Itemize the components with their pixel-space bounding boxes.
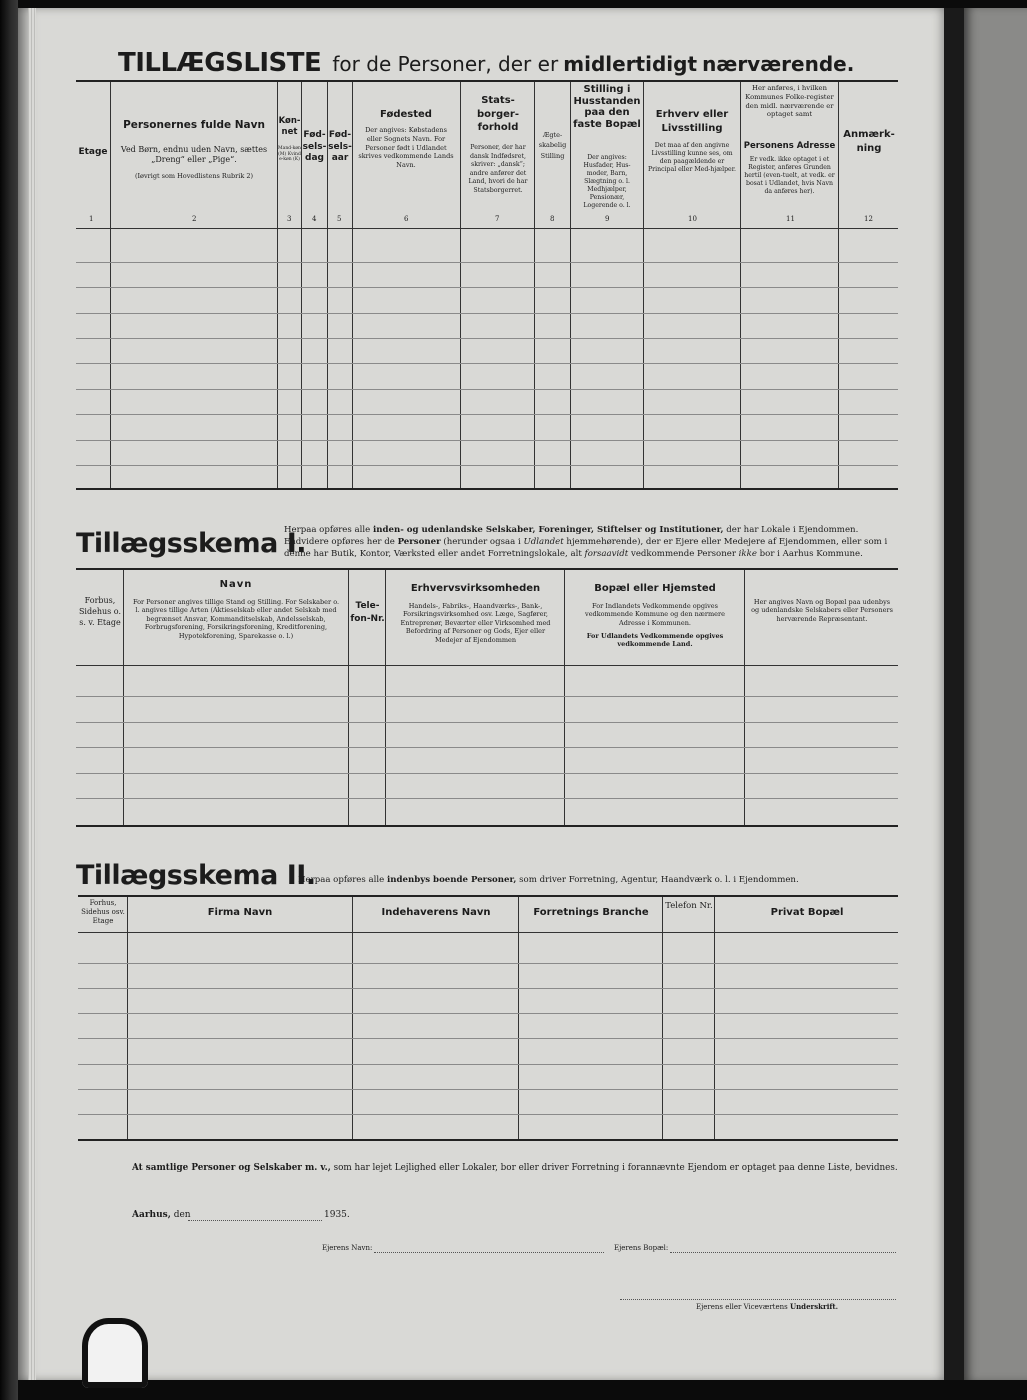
declaration-text: som har lejet Lejlighed eller Lokaler, bor eller driver Forretning i forannævnte Ejendom er optaget paa denne Liste, bevidnes. (330, 1163, 898, 1173)
form-page (18, 8, 944, 1380)
skema1-col-etage: Forbus, Sidehus o. s. v. Etage (78, 596, 122, 627)
table-row (76, 363, 898, 364)
col-adresse-header: Personens Adresse (743, 141, 836, 151)
intro-bold: indenbys boende Personer, (386, 875, 517, 885)
intro-text: (herunder ogsaa i (440, 537, 524, 548)
intro-text: Herpaa opføres alle (284, 525, 373, 535)
col-anmaerkning-header: Anmærk-ning (843, 129, 895, 154)
skema2-col-indehaver: Indehaverens Navn (381, 907, 491, 918)
intro-text: der har Lokale i Ejendommen. Endvidere opføres her de (284, 525, 859, 548)
col-foedested-header: Fødested (380, 109, 432, 120)
skema1-header-rule (76, 665, 898, 666)
table-row (78, 963, 898, 964)
table-row (76, 262, 898, 263)
col-divider (460, 82, 461, 488)
col-husstand-sub: Der angives: Husfader, Hus-moder, Barn, Slægtning o. l. Medhjælper, Pensionær, Logerende o. l. (583, 154, 631, 210)
den-label: den (173, 1210, 191, 1220)
main-title-end: nærværende. (702, 52, 855, 76)
col-number: 8 (550, 215, 555, 223)
main-title-rest: for de Personer, der er (332, 52, 559, 76)
skema1-col-erhverv-sub: Handels-, Fabriks-, Haandværks-, Bank-, Forsikringsvirksomhed osv. Læge, Sagfører, Entreprenør, Beværter eller Virksomhed med Befordring af Personer og Gods, Ejer eller Medejer af Ejendommen (400, 602, 551, 644)
main-table-top-rule (76, 80, 898, 82)
col-foedselsaar-header: Fød-sels-aar (328, 130, 352, 164)
skema2-col-firma: Firma Navn (207, 907, 273, 918)
intro-text: hjemmehørende), der er Ejere eller Medejere af Ejendommen, eller som i denne har Butik, Kontor, Værksted eller andet Forretningslokale, alt (284, 537, 888, 560)
skema2-col-telefon: Telefon Nr. (665, 901, 713, 911)
table-row (78, 1089, 898, 1090)
signature-bold: Underskrift. (789, 1302, 839, 1311)
col-divider (662, 897, 663, 1139)
skema1-col-telefon: Tele-fon-Nr. (350, 601, 385, 624)
skema1-top-rule (76, 568, 898, 570)
col-divider (643, 82, 644, 488)
skema2-header-rule (78, 932, 898, 933)
intro-text: vedkommende Personer (628, 549, 739, 560)
col-koen-header: Køn-net (278, 116, 301, 138)
col-number: 6 (404, 215, 409, 223)
owner-address-label: Ejerens Bopæl: (614, 1244, 669, 1252)
col-divider (123, 570, 124, 825)
skema1-col-repraesentant: Her angives Navn og Bopæl paa udenbys og udenlandske Selskabers eller Personers herværende Repræsentant. (751, 598, 893, 623)
col-foedselsdag-header: Fød-sels-dag (302, 130, 327, 164)
col-divider (744, 570, 745, 825)
col-divider (564, 570, 565, 825)
main-title (118, 48, 878, 80)
col-number: 12 (864, 215, 873, 223)
col-navn-sub: Ved Børn, endnu uden Navn, sættes „Dreng“ eller „Pige“. (120, 145, 268, 164)
col-divider (352, 897, 353, 1139)
table-row (76, 722, 898, 723)
table-row (76, 389, 898, 390)
skema2-bottom-rule (78, 1139, 898, 1141)
next-page-edge (964, 8, 1027, 1380)
signature-label (696, 1302, 838, 1311)
table-row (78, 1064, 898, 1065)
table-row (78, 1114, 898, 1115)
col-divider (277, 82, 278, 488)
main-title-bold: TILLÆGSLISTE (118, 48, 322, 78)
date-line (132, 1210, 191, 1220)
main-title-bold2: midlertidigt (563, 52, 698, 76)
col-divider (518, 897, 519, 1139)
declaration (132, 1163, 902, 1173)
table-row (76, 414, 898, 415)
intro-text: som driver Forretning, Agentur, Haandværk o. l. i Ejendommen. (516, 875, 799, 885)
owner-address-field[interactable] (670, 1251, 896, 1253)
intro-text: Herpaa opføres alle (298, 875, 387, 885)
table-row (78, 1038, 898, 1039)
intro-italic: Udlandet (523, 537, 564, 548)
col-etage-header: Etage (78, 147, 108, 157)
col-divider (838, 82, 839, 488)
main-table-header-rule (76, 228, 898, 229)
col-adresse-pre: Her anføres, i hvilken Kommunes Folke-register den midl. nærværende er optaget samt (745, 84, 834, 119)
skema2-col-bopael: Privat Bopæl (770, 907, 844, 918)
col-navn-sub2: (Iøvrigt som Hovedlistens Rubrik 2) (134, 172, 254, 180)
intro-bold: inden- og udenlandske Selskaber, Foreninger, Stiftelser og Institutioner, (372, 525, 724, 535)
col-navn-header: Personernes fulde Navn (123, 119, 265, 131)
skema2-title: Tillægsskema II. (76, 860, 316, 891)
col-statsborger-sub: Personer, der har dansk Indfødsret, skriver: „dansk“; andre anfører det Land, hvori de har Statsborgerret. (468, 144, 528, 194)
col-number: 2 (192, 215, 197, 223)
skema2-top-rule (78, 895, 898, 897)
col-number: 1 (89, 215, 94, 223)
intro-italic: ikke (738, 549, 757, 560)
intro-italic: forsaavidt (584, 549, 629, 560)
table-row (76, 798, 898, 799)
page-edge-lines (28, 8, 36, 1380)
col-divider (352, 82, 353, 488)
main-table-bottom-rule (76, 488, 898, 490)
signature-text: Ejerens eller Viceværtens (696, 1303, 788, 1311)
col-erhverv-header: Erhverv eller Livsstilling (655, 109, 729, 134)
skema1-col-bopael-header: Bopæl eller Hjemsted (594, 583, 716, 594)
skema2-col-etage: Forhus, Sidehus osv. Etage (81, 899, 125, 926)
table-row (76, 747, 898, 748)
col-adresse-sub: Er vedk. ikke optaget i et Register, anføres Grunden hertil (even-tuelt, at vedk. er bosat i Udlandet, hvis Navn da anføres her). (744, 156, 835, 196)
col-number: 9 (605, 215, 610, 223)
skema1-col-bopael-sub1: For Indlandets Vedkommende opgives vedkommende Kommune og den nærmere Adresse i Kommunen. (585, 602, 725, 627)
owner-name-field[interactable] (374, 1251, 604, 1253)
table-row (76, 773, 898, 774)
col-number: 5 (337, 215, 342, 223)
owner-name-label: Ejerens Navn: (322, 1244, 373, 1252)
table-row (76, 313, 898, 314)
skema2-intro (298, 875, 898, 885)
col-number: 7 (495, 215, 500, 223)
intro-bold: Personer (397, 537, 441, 548)
col-divider (385, 570, 386, 825)
year-label: 1935. (324, 1210, 350, 1220)
col-divider (740, 82, 741, 488)
binder-clip (82, 1318, 148, 1388)
skema1-bottom-rule (76, 825, 898, 827)
col-divider (570, 82, 571, 488)
col-statsborger-header: Stats-borger-forhold (477, 95, 519, 133)
col-number: 10 (688, 215, 697, 223)
col-number: 11 (786, 215, 795, 223)
skema1-col-navn-header: Navn (219, 579, 253, 590)
table-row (78, 1013, 898, 1014)
skema2-col-branche: Forretnings Branche (533, 907, 649, 918)
intro-text: bor i Aarhus Kommune. (756, 549, 863, 560)
declaration-bold: At samtlige Personer og Selskaber m. v., (132, 1163, 331, 1173)
col-divider (714, 897, 715, 1139)
col-divider (110, 82, 111, 488)
date-field[interactable] (188, 1219, 322, 1221)
book-binding-edge (0, 0, 18, 1400)
col-divider (348, 570, 349, 825)
table-row (76, 465, 898, 466)
col-number: 3 (287, 215, 292, 223)
table-row (76, 338, 898, 339)
table-row (76, 287, 898, 288)
book-gutter (944, 8, 964, 1380)
skema1-col-erhverv-header: Erhvervsvirksomheden (410, 583, 541, 594)
table-row (76, 696, 898, 697)
skema1-intro (284, 524, 898, 560)
col-husstand-header: Stilling i Husstanden paa den faste Bopæl (573, 84, 641, 130)
col-aegteskab-sub: Ægte-skabelig Stilling (538, 131, 567, 160)
skema1-col-navn-sub: For Personer angives tillige Stand og Stilling. For Selskaber o. l. angives tillige Arten (Aktieselskab eller andet Selskab med begrænset Ansvar, Kommanditselskab, Andelsselskab, Forbrugsforening, Forsikringsforening, Kreditforening, Hypotekforening, Sparekasse o. l.) (132, 598, 340, 640)
col-foedested-sub: Der angives: Købstadens eller Sognets Navn. For Personer født i Udlandet skrives vedkommende Lands Navn. (358, 126, 454, 170)
table-row (78, 988, 898, 989)
table-row (76, 440, 898, 441)
signature-field[interactable] (620, 1298, 896, 1300)
col-erhverv-sub: Det maa af den angivne Livsstilling kunne ses, om den paagældende er Principal eller Med-hjælper. (648, 142, 736, 174)
skema1-title: Tillægsskema I. (76, 528, 307, 559)
col-number: 4 (312, 215, 317, 223)
col-divider (127, 897, 128, 1139)
city-label: Aarhus, (132, 1210, 171, 1220)
skema1-col-bopael-sub2: For Udlandets Vedkommende opgives vedkommende Land. (586, 632, 724, 649)
col-koen-sub: Mand-køn (M) Kvinde-køn (K) (278, 146, 301, 163)
